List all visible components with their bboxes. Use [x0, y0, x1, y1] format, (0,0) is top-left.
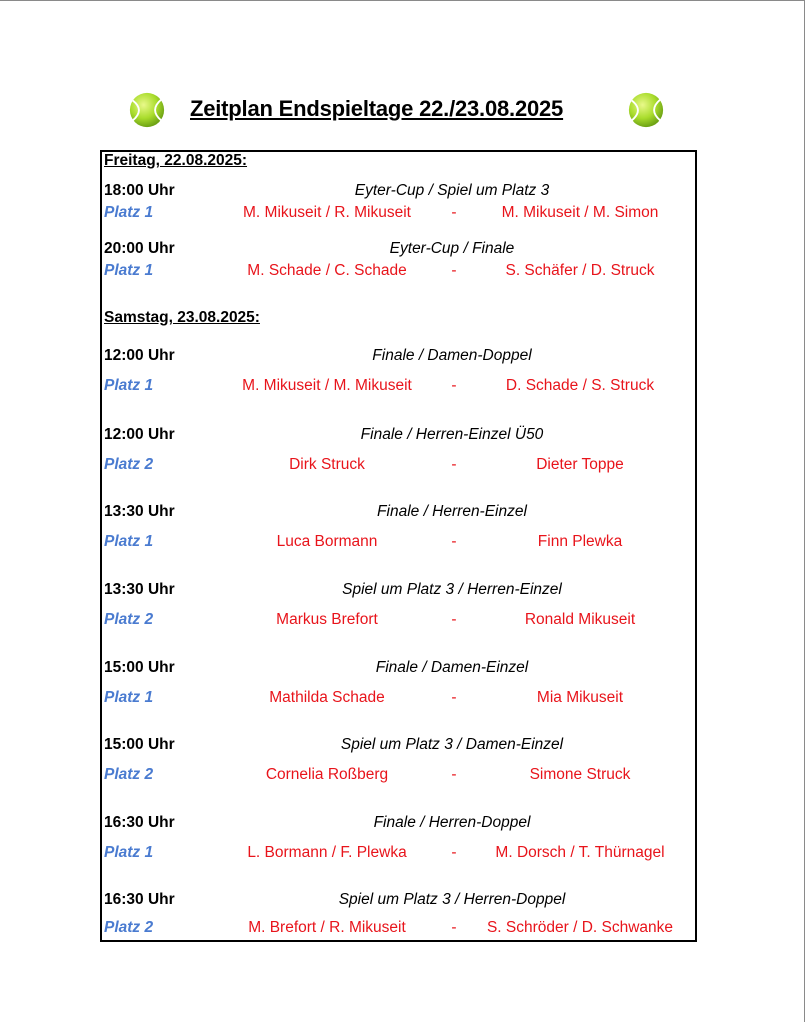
match-time: 20:00 Uhr — [104, 240, 175, 257]
match-event: Finale / Damen-Einzel — [375, 659, 529, 676]
match-separator: - — [451, 204, 457, 221]
match-court: Platz 1 — [104, 689, 154, 706]
match-team-1: L. Bormann / F. Plewka — [247, 844, 407, 861]
match-team-2: Mia Mikuseit — [536, 689, 624, 706]
match-row — [102, 891, 695, 945]
match-separator: - — [451, 456, 457, 473]
match-team-2: S. Schröder / D. Schwanke — [486, 919, 674, 936]
match-court: Platz 1 — [104, 533, 154, 550]
match-row — [102, 814, 695, 868]
match-team-2: D. Schade / S. Struck — [505, 377, 655, 394]
match-row — [102, 240, 695, 294]
match-team-1: M. Mikuseit / M. Mikuseit — [242, 377, 412, 394]
match-time: 18:00 Uhr — [104, 182, 175, 199]
match-team-2: M. Dorsch / T. Thürnagel — [495, 844, 665, 861]
match-time: 16:30 Uhr — [104, 891, 175, 908]
tennis-ball-icon — [128, 91, 166, 129]
match-court: Platz 2 — [104, 919, 154, 936]
match-row — [102, 182, 695, 236]
match-court: Platz 2 — [104, 456, 154, 473]
match-court: Platz 2 — [104, 611, 154, 628]
header — [0, 88, 807, 134]
match-separator: - — [451, 611, 457, 628]
match-time: 13:30 Uhr — [104, 581, 175, 598]
match-row — [102, 736, 695, 790]
match-team-2: Dieter Toppe — [536, 456, 624, 473]
match-team-2: M. Mikuseit / M. Simon — [501, 204, 659, 221]
match-team-2: Simone Struck — [529, 766, 631, 783]
match-court: Platz 1 — [104, 204, 154, 221]
match-court: Platz 1 — [104, 262, 154, 279]
match-separator: - — [451, 377, 457, 394]
match-time: 12:00 Uhr — [104, 426, 175, 443]
match-event: Spiel um Platz 3 / Herren-Doppel — [338, 891, 566, 908]
match-time: 12:00 Uhr — [104, 347, 175, 364]
match-row — [102, 659, 695, 713]
match-row — [102, 347, 695, 401]
match-separator: - — [451, 919, 457, 936]
match-court: Platz 1 — [104, 844, 154, 861]
match-time: 15:00 Uhr — [104, 736, 175, 753]
match-team-1: Cornelia Roßberg — [265, 766, 389, 783]
match-separator: - — [451, 766, 457, 783]
match-separator: - — [451, 262, 457, 279]
match-team-1: M. Mikuseit / R. Mikuseit — [243, 204, 411, 221]
match-team-2: S. Schäfer / D. Struck — [505, 262, 655, 279]
page-title: Zeitplan Endspieltage 22./23.08.2025 — [190, 96, 564, 121]
match-event: Finale / Damen-Doppel — [372, 347, 532, 364]
match-separator: - — [451, 533, 457, 550]
match-team-1: M. Schade / C. Schade — [247, 262, 407, 279]
match-team-1: Dirk Struck — [289, 456, 365, 473]
match-row — [102, 426, 695, 480]
schedule-table — [100, 150, 697, 942]
match-event: Finale / Herren-Doppel — [373, 814, 531, 831]
match-team-1: Luca Bormann — [276, 533, 378, 550]
match-event: Finale / Herren-Einzel Ü50 — [360, 426, 544, 443]
match-team-1: Mathilda Schade — [269, 689, 385, 706]
day-heading-friday: Freitag, 22.08.2025: — [104, 152, 248, 169]
match-event: Eyter-Cup / Finale — [389, 240, 515, 257]
match-row — [102, 581, 695, 635]
match-event: Eyter-Cup / Spiel um Platz 3 — [354, 182, 550, 199]
match-time: 16:30 Uhr — [104, 814, 175, 831]
match-court: Platz 2 — [104, 766, 154, 783]
match-event: Finale / Herren-Einzel — [377, 503, 527, 520]
match-team-1: M. Brefort / R. Mikuseit — [248, 919, 406, 936]
match-team-1: Markus Brefort — [276, 611, 378, 628]
match-row — [102, 503, 695, 557]
match-separator: - — [451, 844, 457, 861]
match-court: Platz 1 — [104, 377, 154, 394]
match-time: 15:00 Uhr — [104, 659, 175, 676]
tennis-ball-icon — [627, 91, 665, 129]
match-time: 13:30 Uhr — [104, 503, 175, 520]
match-event: Spiel um Platz 3 / Herren-Einzel — [342, 581, 562, 598]
day-heading-saturday: Samstag, 23.08.2025: — [104, 309, 260, 326]
match-event: Spiel um Platz 3 / Damen-Einzel — [340, 736, 564, 753]
match-separator: - — [451, 689, 457, 706]
match-team-2: Ronald Mikuseit — [524, 611, 636, 628]
match-team-2: Finn Plewka — [537, 533, 623, 550]
